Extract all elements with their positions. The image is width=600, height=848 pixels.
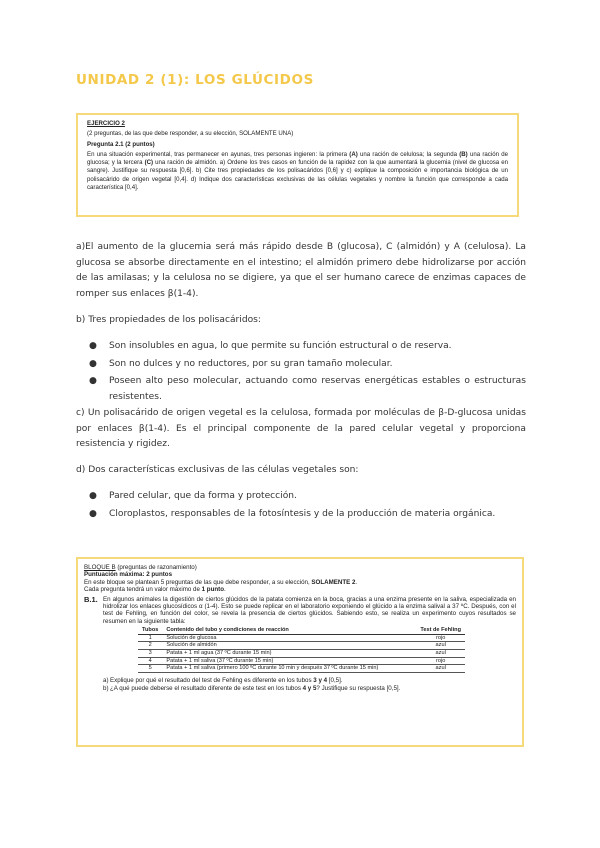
subquestion-label: a) <box>103 676 109 684</box>
table-header: Test de Fehling <box>416 627 465 634</box>
bullet-icon: ● <box>89 491 97 501</box>
table-header: Tubos <box>138 627 162 634</box>
answer-b-list <box>76 339 526 407</box>
question-title: Pregunta 2.1 (2 puntos) <box>87 140 155 148</box>
question-label: B.1. <box>84 594 98 604</box>
question-text-part: una ración de almidón. a) Ordene los tres casos en función de la rapidez con la que aumentará la glucemia (nivel de glucosa en sangre). Justifique su respuesta [0,6]. b) Cite tres propiedades de los polisacáridos [0,6] y c) explique la composición e importancia biológica de un polisacárido de origen vegetal [0,4]. d) Indique dos características exclusivas de las células vegetales y nombre la función que corresponde a cada característica [0,4]. <box>87 159 508 192</box>
bullet-icon: ● <box>89 508 97 519</box>
subquestion-text: [0,5]. <box>327 676 343 684</box>
list-item-text: Son no dulces y no reductores, por su gran tamaño molecular. <box>109 358 393 369</box>
value-text-bold: 1 punto <box>201 586 224 594</box>
question-text <box>87 151 508 192</box>
table-cell: 5 <box>138 665 162 673</box>
value-text: . <box>223 586 226 594</box>
bullet-icon: ● <box>89 376 97 386</box>
question-text-part: una ración de celulosa; la segunda <box>357 150 460 158</box>
question-b1 <box>84 596 516 626</box>
case-c-label: (C) <box>144 159 154 167</box>
table-cell: Solución de almidón <box>162 642 416 650</box>
table-row <box>138 650 465 658</box>
results-table <box>138 627 465 673</box>
block-heading <box>84 564 516 571</box>
answer-d-list <box>76 489 526 524</box>
answer-b-intro: b) Tres propiedades de los polisacáridos: <box>76 315 261 325</box>
list-item-text: Poseen alto peso molecular, actuando como reservas energéticas estables o estructuras resistentes. <box>109 376 526 402</box>
table-cell: rojo <box>416 634 465 642</box>
subquestion-text: ? Justifique su respuesta [0,5]. <box>316 685 401 693</box>
exercise-instructions: (2 preguntas, de las que debe responder, a su elección, SOLAMENTE UNA) <box>87 130 294 138</box>
table-header-row <box>138 627 465 634</box>
list-item-text: Cloroplastos, responsables de la fotosíntesis y de la producción de materia orgánica. <box>109 508 496 519</box>
list-item <box>89 357 526 373</box>
table-cell: azul <box>416 650 465 658</box>
rules-text: En este bloque se plantean 5 preguntas de las que debe responder, a su elección, <box>84 578 312 586</box>
answer-d-intro: d) Dos características exclusivas de las células vegetales son: <box>76 465 359 475</box>
question-text-part: En una situación experimental, tras permanecer en ayunas, tres personas ingieren: la primera <box>87 150 350 158</box>
table-cell: Patata + 1 ml agua (37 ºC durante 15 min) <box>162 650 416 658</box>
case-b-label: (B) <box>459 150 468 158</box>
answer-c: c) Un polisacárido de origen vegetal es la celulosa, formada por moléculas de β-D-glucosa unidas por enlaces β(1-4). Es el principal componente de la pared celular vegetal y proporciona resistencia y rigidez. <box>76 408 526 449</box>
list-item-text: Pared celular, que da forma y protección. <box>109 491 297 501</box>
table-header: Contenido del tubo y condiciones de reacción <box>162 627 416 634</box>
table-cell: rojo <box>416 657 465 665</box>
case-a-label: (A) <box>349 150 358 158</box>
list-item <box>89 339 526 355</box>
list-item <box>89 507 526 523</box>
question-text-part: una ración de glucosa; y la tercera <box>87 150 508 167</box>
list-item-text: Son insolubles en agua, lo que permite su función estructural o de reserva. <box>109 341 452 351</box>
rules-text-bold: SOLAMENTE 2 <box>311 578 356 586</box>
table-cell: Solución de glucosa <box>162 634 416 642</box>
table-row <box>138 665 465 673</box>
block-score: Puntuación máxima: 2 puntos <box>84 571 173 579</box>
exercise-heading: EJERCICIO 2 <box>87 120 125 127</box>
subquestion-b <box>84 685 516 692</box>
answer-a: a)El aumento de la glucemia será más rápido desde B (glucosa), C (almidón) y A (celulosa). La glucosa se absorbe directamente en el intestino; el almidón primero debe hidrolizarse por acción de las amilasas; y la celulosa no se digiere, ya que el ser humano carece de enzimas capaces de romper sus enlaces β(1-4). <box>76 242 526 299</box>
list-item <box>89 374 526 405</box>
table-row <box>138 657 465 665</box>
table-cell: 3 <box>138 650 162 658</box>
table-cell: 4 <box>138 657 162 665</box>
table-cell: Patata + 1 ml saliva (primero 100 ºC durante 10 min y después 37 ºC durante 15 min) <box>162 665 416 673</box>
bullet-icon: ● <box>89 358 97 369</box>
table-cell: azul <box>416 665 465 673</box>
table-row <box>138 642 465 650</box>
block-b-box <box>76 557 524 747</box>
table-cell: Patata + 1 ml saliva (37 ºC durante 15 min) <box>162 657 416 665</box>
page-title: UNIDAD 2 (1): LOS GLÚCIDOS <box>76 72 314 88</box>
block-value <box>84 586 516 593</box>
subquestion-bold: 3 y 4 <box>313 676 328 684</box>
table-cell: 1 <box>138 634 162 642</box>
value-text: Cada pregunta tendrá un valor máximo de <box>84 586 202 594</box>
list-item <box>89 489 526 505</box>
table-cell: azul <box>416 642 465 650</box>
table-row <box>138 634 465 642</box>
bullet-icon: ● <box>89 341 97 351</box>
question-b1-text: En algunos animales la digestión de ciertos glúcidos de la patata comienza en la boca, gracias a una enzima presente en la saliva, especializada en hidrolizar los enlaces glucosídicos α (1-4). Esto se puede replicar en el laboratorio exponiendo el glúcido a la enzima salival a 37 ºC. Después, con el test de Fehling, en función del color, se revela la presencia de ciertos glúcidos. Sabiendo esto, se realiza un experimento cuyos resultados se resumen en la siguiente tabla: <box>103 595 516 625</box>
subquestion-text: Explique por qué el resultado del test de Fehling es diferente en los tubos <box>110 676 314 684</box>
block-rules <box>84 579 516 586</box>
exercise-box <box>76 113 519 217</box>
rules-text: . <box>355 578 358 586</box>
subquestion-text: ¿A qué puede deberse el resultado diferente de este test en los tubos <box>110 685 303 693</box>
table-cell: 2 <box>138 642 162 650</box>
subquestion-label: b) <box>103 685 109 693</box>
block-heading-label: BLOQUE B <box>84 564 116 571</box>
subquestion-bold: 4 y 5 <box>302 685 317 693</box>
subquestion-a <box>84 677 516 684</box>
block-heading-rest: (preguntas de razonamiento) <box>115 564 197 571</box>
